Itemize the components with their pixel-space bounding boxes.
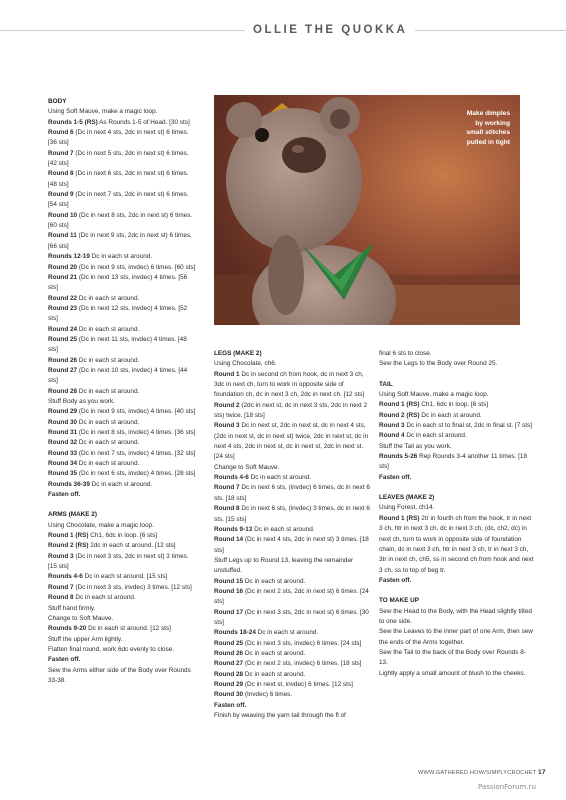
instruction-line: [48, 593, 198, 603]
instruction-text: (Dc in next 8 sts, 2dc in next st) 6 times. [60 sts]: [48, 211, 193, 230]
round-label: Round 29: [48, 408, 78, 416]
instruction-line: [48, 190, 198, 211]
photo-caption: [422, 109, 510, 147]
instruction-text: (Dc in next 6 sts, invdec) 4 times. [28 sts]: [77, 470, 196, 478]
instruction-line: [379, 503, 534, 513]
section-gap: [379, 370, 534, 380]
instruction-line: [214, 535, 370, 556]
round-label: Round 14: [214, 536, 244, 544]
round-label: Round 33: [48, 449, 78, 457]
round-label: Round 3: [48, 552, 74, 560]
instruction-line: [379, 576, 534, 586]
instruction-text: Change to Soft Mauve.: [48, 614, 114, 622]
instruction-text: Dc in each st around.: [243, 670, 306, 678]
round-label: Round 23: [48, 304, 78, 312]
round-label: Rounds 1-5 (RS): [48, 118, 98, 126]
round-label: Round 1 (RS): [379, 401, 420, 409]
instruction-text: Lightly apply a small amount of blush to the cheeks.: [379, 669, 526, 677]
round-label: Rounds 5-26: [379, 453, 418, 461]
instruction-text: Dc in each st around.: [77, 418, 140, 426]
instruction-line: [48, 304, 198, 325]
round-label: Round 8: [48, 170, 74, 178]
page-footer: [418, 769, 546, 776]
instruction-text: Sew the Arms either side of the Body over Rounds 33-38.: [48, 666, 191, 684]
round-label: Round 15: [214, 577, 244, 585]
instruction-text: final 6 sts to close.: [379, 350, 432, 357]
instruction-line: [379, 473, 534, 483]
section-gap: [48, 500, 198, 510]
instruction-line: [48, 428, 198, 438]
round-label: Round 22: [48, 294, 78, 302]
instruction-text: (Dc in next 12 sts, invdec) 4 times. [52 sts]: [48, 304, 188, 323]
instruction-text: Finish by weaving the yarn tail through the fl of: [214, 712, 346, 720]
instruction-line: [48, 407, 198, 417]
round-label: Round 3: [214, 422, 240, 430]
instruction-text: Stuff Body as you work.: [48, 397, 116, 405]
round-label: Fasten off.: [379, 473, 412, 481]
instruction-line: [379, 431, 534, 441]
footer-url: WWW.GATHERED.HOW/SIMPLYCROCHET: [418, 770, 537, 776]
section-heading: TO MAKE UP: [379, 597, 420, 605]
instruction-text: (Dc in next 3 sts, 2dc in next st) 3 times. [15 sts]: [48, 552, 189, 571]
round-label: Round 8: [48, 594, 74, 602]
round-label: Round 16: [214, 587, 244, 595]
instruction-line: [48, 366, 198, 387]
instruction-line: [48, 614, 198, 624]
instruction-text: Using Soft Mauve, make a magic loop.: [379, 391, 489, 399]
instruction-line: [379, 400, 534, 410]
instruction-line: [379, 421, 534, 431]
caption-line: Make dimples: [466, 110, 510, 117]
section-gap: [379, 483, 534, 493]
instruction-text: Dc in each st around.: [77, 460, 140, 468]
round-label: Round 3: [379, 422, 405, 430]
round-label: Round 24: [48, 325, 78, 333]
instruction-line: [379, 514, 534, 576]
instruction-line: [214, 690, 370, 700]
instruction-text: Sew the Tail to the back of the Body over Rounds 8-13.: [379, 648, 526, 667]
instruction-text: (Dc in next 8 sts, invdec) 4 times. [36 sts]: [77, 429, 196, 436]
instruction-line: [214, 401, 370, 422]
instruction-line: [48, 169, 198, 190]
instruction-line: [214, 608, 370, 629]
instruction-line: [214, 504, 370, 525]
caption-line: pulled in tight: [466, 138, 510, 146]
section-heading: TAIL: [379, 380, 393, 388]
instruction-text: 2tr in fourth ch from the hook, tr in next 3 ch, htr in next 3 ch, dc in next 3 ch, (dc, ch2, dc) in next ch, turn to work in opposite side of foundation chain, dc in next 3 ch, htr in next 3 ch, tr in next 3 ch, 3tr in next ch, ch5, ss in second ch from hook and next 3 ch, ss to top of beg tr.: [379, 514, 534, 574]
round-label: Round 21: [48, 273, 78, 281]
round-label: Round 2 (RS): [48, 542, 89, 550]
round-label: Round 31: [48, 429, 78, 436]
section-gap: [379, 586, 534, 596]
instruction-line: [48, 645, 198, 655]
instruction-line: [48, 521, 198, 531]
instruction-line: [214, 525, 370, 535]
instruction-text: (Dc in next st, invdec) 6 times. [12 sts]: [243, 681, 353, 688]
instruction-text: Ch1, 6dc in loop. [6 sts]: [88, 532, 158, 540]
instruction-line: [48, 541, 198, 551]
instruction-line: [48, 387, 198, 397]
round-label: Round 27: [48, 366, 78, 374]
instruction-line: [214, 659, 370, 669]
round-label: Round 6: [48, 129, 74, 137]
instruction-text: (Dc in next 2 sts, 2dc in next st) 6 times. [24 sts]: [214, 587, 369, 606]
instruction-text: (Dc in next 13 sts, invdec) 4 times. [56 sts]: [48, 273, 188, 292]
instruction-line: [48, 459, 198, 469]
instruction-text: (Dc in next 7 sts, invdec) 4 times. [32 sts]: [77, 449, 196, 457]
round-label: Rounds 12-19: [48, 253, 90, 261]
instruction-text: (2dc in next st, dc in next 3 sts, 2dc in next 2 sts) twice. [18 sts]: [214, 401, 368, 420]
instruction-text: (Dc in next 11 sts, invdec) 4 times. [48 sts]: [48, 335, 187, 354]
instruction-line: [48, 635, 198, 645]
instruction-text: (Invdec) 6 times.: [243, 691, 293, 699]
round-label: Round 7: [214, 484, 240, 492]
instruction-text: Flatten final round, work 6dc evenly to close.: [48, 645, 175, 653]
instruction-line: [214, 359, 370, 369]
caption-line: by working: [475, 119, 510, 127]
instruction-line: [214, 370, 370, 401]
instruction-text: (Dc in next 4 sts, 2dc in next st) 3 times. [18 sts]: [214, 536, 369, 554]
instruction-text: Stuff hand firmly.: [48, 604, 96, 612]
round-label: Rounds 4-6: [214, 474, 249, 482]
round-label: Round 26: [214, 649, 244, 657]
instruction-line: [214, 483, 370, 504]
instruction-text: Dc in each st around.: [252, 525, 315, 533]
instruction-text: Dc in each st around.: [77, 356, 140, 364]
instruction-line: [379, 648, 534, 669]
instruction-line: [214, 587, 370, 608]
instruction-line: [48, 231, 198, 252]
column-2: [214, 349, 370, 721]
instruction-line: [214, 463, 370, 473]
round-label: Round 2: [214, 401, 240, 409]
round-label: Round 28: [214, 670, 244, 678]
round-label: Rounds 36-39: [48, 480, 90, 488]
column-3: [379, 349, 534, 679]
instruction-text: Stuff the upper Arm lightly.: [48, 635, 123, 643]
instruction-text: Using Chocolate, ch6.: [214, 360, 277, 368]
instruction-line: [379, 442, 534, 452]
section-heading: LEGS (MAKE 2): [214, 350, 262, 357]
round-label: Rounds 9-13: [214, 525, 253, 533]
instruction-text: Dc in each st around. [12 sts]: [86, 625, 171, 633]
instruction-line: [48, 583, 198, 593]
round-label: Round 25: [48, 335, 78, 343]
instruction-text: 2dc in each st around. [12 sts]: [88, 542, 176, 550]
instruction-line: [214, 680, 370, 690]
instruction-line: [214, 670, 370, 680]
round-label: Round 20: [48, 263, 78, 271]
round-label: Rounds 9-20: [48, 625, 87, 633]
instruction-line: [214, 628, 370, 638]
instruction-text: Dc in each st around.: [243, 649, 306, 657]
instruction-text: Using Soft Mauve, make a magic loop.: [48, 108, 158, 116]
round-label: Fasten off.: [214, 701, 247, 709]
instruction-text: (Dc in next 10 sts, invdec) 4 times. [44 sts]: [48, 366, 188, 385]
instruction-text: (Dc in next 5 sts, 2dc in next st) 6 times. [42 sts]: [48, 149, 189, 168]
instruction-text: Dc in next st, 2dc in next st, dc in next 4 sts, (2dc in next st, dc in next st) twice, 2dc in next st, dc in next 4 sts, 2dc in next st, dc in next st, 2dc in next st. [24 sts]: [214, 422, 369, 461]
instruction-text: (Dc in next 9 sts, 2dc in next st) 6 times. [66 sts]: [48, 232, 192, 250]
instruction-line: [214, 639, 370, 649]
instruction-line: [48, 552, 198, 573]
instruction-text: Dc in each st around.: [89, 480, 153, 488]
instruction-text: Dc in each st to final st, 2dc in final st. [7 sts]: [404, 422, 533, 430]
instruction-text: Rep Rounds 3-4 another 11 times. [18 sts]: [379, 453, 528, 471]
round-label: Fasten off.: [48, 656, 81, 664]
round-label: Round 10: [48, 211, 78, 219]
instruction-text: Change to Soft Mauve.: [214, 463, 280, 471]
round-label: Rounds 4-6: [48, 573, 83, 581]
instruction-line: [48, 294, 198, 304]
instruction-text: Dc in each st around.: [77, 387, 140, 395]
round-label: Round 8: [214, 505, 240, 513]
instruction-line: [379, 452, 534, 473]
instruction-line: [379, 411, 534, 421]
instruction-line: [48, 149, 198, 170]
instruction-text: Dc in each st around.: [404, 432, 467, 440]
instruction-text: Dc in each st around.: [77, 294, 140, 302]
instruction-line: [48, 273, 198, 294]
instruction-line: [48, 263, 198, 273]
round-label: Round 7: [48, 583, 74, 591]
instruction-text: Stuff Legs up to Round 13, leaving the remainder unstuffed.: [214, 556, 354, 575]
instruction-text: (Dc in next 7 sts, 2dc in next st) 6 times. [54 sts]: [48, 191, 189, 209]
instruction-line: [48, 624, 198, 634]
section-heading: LEAVES (MAKE 2): [379, 494, 435, 502]
instruction-line: [48, 211, 198, 232]
round-label: Round 2 (RS): [379, 411, 420, 419]
round-label: Round 28: [48, 387, 78, 395]
instruction-line: [48, 252, 198, 262]
instruction-line: [379, 359, 534, 369]
instruction-line: [48, 118, 198, 128]
instruction-line: [48, 128, 198, 149]
instruction-text: Dc in next 6 sts, (invdec) 3 times, dc in next 6 sts. [15 sts]: [214, 505, 370, 523]
instruction-text: Dc in each st around.: [77, 439, 140, 447]
instruction-line: [48, 572, 198, 582]
instruction-text: Ch1, 6dc in loop. [6 sts]: [419, 401, 489, 409]
instruction-text: (Dc in next 2 sts, invdec) 6 times. [18 sts]: [243, 660, 362, 668]
round-label: Round 1: [214, 370, 240, 378]
round-label: Round 26: [48, 356, 78, 364]
instruction-text: (Dc in next 9 sts, invdec) 6 times. [60 sts]: [77, 263, 196, 271]
instruction-line: [48, 107, 198, 117]
instruction-text: Dc in next 6 sts, (invdec) 6 times, dc in next 6 sts. [18 sts]: [214, 484, 370, 502]
instruction-line: [48, 469, 198, 479]
instruction-line: [48, 438, 198, 448]
instruction-text: Sew the Legs to the Body over Round 25.: [379, 360, 498, 368]
caption-line: small stitches: [466, 129, 510, 137]
instruction-line: [214, 577, 370, 587]
instruction-text: (Dc in next 6 sts, 2dc in next st) 6 times. [48 sts]: [48, 170, 189, 188]
instruction-line: [48, 397, 198, 407]
page-number: 17: [537, 769, 546, 776]
pattern-title: OLLIE THE QUOKKA: [245, 24, 415, 36]
instruction-line: [48, 604, 198, 614]
instruction-line: [379, 627, 534, 648]
round-label: Round 17: [214, 608, 244, 616]
instruction-text: Dc in each st around.: [89, 253, 153, 261]
instruction-text: (Dc in next 3 sts, 2dc in next st) 6 times. [30 sts]: [214, 608, 369, 626]
instruction-text: (Dc in next 9 sts, invdec) 4 times. [40 sts]: [77, 408, 196, 416]
instruction-text: Dc in second ch from hook, dc in next 3 ch, 3dc in next ch, turn to work in opposite side of foundation ch, dc in next 3 ch, 2dc in next ch. [12 sts]: [214, 370, 365, 399]
instruction-line: [379, 390, 534, 400]
round-label: Round 35: [48, 470, 78, 478]
round-label: Fasten off.: [48, 491, 81, 499]
instruction-text: Stuff the Tail as you work.: [379, 442, 452, 450]
instruction-text: Dc in each st around.: [419, 411, 482, 419]
instruction-text: Dc in each st around.: [248, 474, 311, 482]
instruction-line: [214, 649, 370, 659]
instruction-line: [48, 531, 198, 541]
instruction-line: [48, 325, 198, 335]
instruction-line: [48, 356, 198, 366]
round-label: Round 11: [48, 232, 77, 240]
instruction-text: Dc in each st around.: [243, 577, 306, 585]
instruction-line: [379, 607, 534, 628]
round-label: Round 7: [48, 149, 74, 157]
instruction-text: Using Chocolate, make a magic loop.: [48, 521, 154, 529]
instruction-text: (Dc in next 3 sts, invdec) 3 times. [12 sts]: [73, 583, 192, 591]
round-label: Round 34: [48, 460, 78, 468]
instruction-line: [48, 666, 198, 687]
instruction-text: Dc in each st around.: [255, 629, 319, 637]
round-label: Round 25: [214, 639, 244, 647]
instruction-text: (Dc in next 3 sts, invdec) 6 times. [24 sts]: [243, 639, 362, 647]
round-label: Round 1 (RS): [48, 532, 89, 540]
instruction-line: [48, 655, 198, 665]
instruction-line: [214, 421, 370, 462]
instruction-line: [214, 711, 370, 721]
section-heading: BODY: [48, 98, 67, 105]
instruction-text: Dc in each st around.: [77, 325, 140, 333]
round-label: Round 9: [48, 191, 74, 199]
round-label: Fasten off.: [379, 576, 412, 584]
round-label: Round 30: [214, 691, 244, 699]
instruction-line: [214, 473, 370, 483]
round-label: Round 32: [48, 439, 78, 447]
instruction-text: As Rounds 1-5 of Head. [30 sts]: [97, 118, 190, 126]
instruction-text: Dc in each st around. [15 sts]: [82, 573, 168, 581]
instruction-line: [379, 349, 534, 359]
round-label: Round 29: [214, 681, 244, 688]
instruction-line: [214, 701, 370, 711]
quokka-photo: [214, 95, 520, 325]
section-heading: ARMS (MAKE 2): [48, 511, 97, 519]
column-1: [48, 97, 198, 686]
round-label: Rounds 18-24: [214, 629, 256, 637]
instruction-line: [214, 556, 370, 577]
instruction-line: [48, 418, 198, 428]
instruction-text: Sew the Head to the Body, with the Head slightly tilted to one side.: [379, 607, 532, 625]
watermark: PassionForum.ru: [478, 783, 536, 791]
round-label: Round 4: [379, 432, 405, 440]
instruction-text: Using Forest, ch14.: [379, 504, 435, 512]
round-label: Round 27: [214, 660, 244, 668]
instruction-text: Sew the Leaves to the inner part of one Arm, then sew the ends of the Arms together.: [379, 628, 533, 646]
instruction-text: Dc in each st around.: [73, 594, 136, 602]
instruction-text: (Dc in next 4 sts, 2dc in next st) 6 times. [36 sts]: [48, 129, 189, 147]
instruction-line: [48, 490, 198, 500]
round-label: Round 30: [48, 418, 78, 426]
instruction-line: [48, 480, 198, 490]
instruction-line: [48, 449, 198, 459]
round-label: Round 1 (RS): [379, 514, 420, 522]
instruction-line: [379, 669, 534, 679]
instruction-line: [48, 335, 198, 356]
